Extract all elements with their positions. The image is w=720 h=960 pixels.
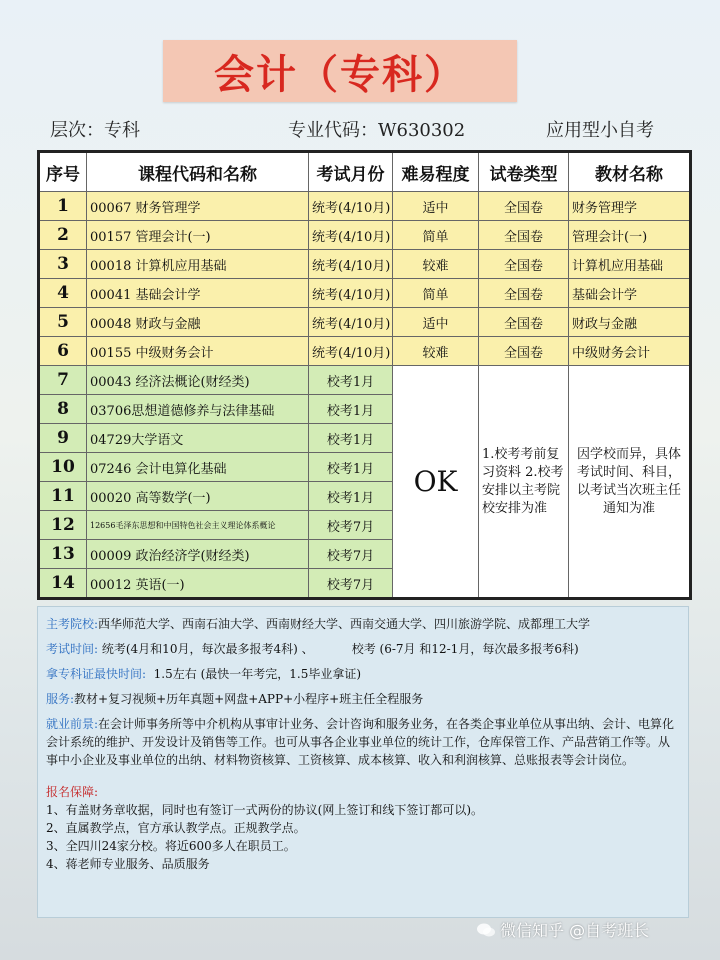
- level-label: 层次：: [50, 120, 104, 141]
- paper-type: 全国卷: [479, 192, 569, 221]
- major-code-meta: [288, 116, 465, 142]
- schools-label: 主考院校:: [46, 617, 99, 631]
- time-line: [46, 640, 680, 658]
- row-number: 3: [39, 250, 87, 279]
- watermark: [476, 918, 649, 941]
- header-no: 序号: [39, 152, 87, 192]
- difficulty: 较难: [393, 250, 479, 279]
- row-number: 5: [39, 308, 87, 337]
- guarantee-item: 1、有盖财务章收据，同时也有签订一式两份的协议(网上签订和线下签订都可以)。: [46, 803, 484, 817]
- paper-type: 全国卷: [479, 250, 569, 279]
- row-number: 7: [39, 366, 87, 395]
- table-row: [39, 366, 691, 395]
- exam-month: 校考7月: [309, 569, 393, 599]
- fast-label: 拿专科证最快时间:: [46, 667, 147, 681]
- textbook: 财政与金融: [569, 308, 691, 337]
- header-course: 课程代码和名称: [87, 152, 309, 192]
- table-header-row: [39, 152, 691, 192]
- paper-type: 全国卷: [479, 308, 569, 337]
- wechat-icon: [476, 922, 496, 938]
- level-value: 专科: [104, 120, 140, 141]
- exam-month: 校考1月: [309, 395, 393, 424]
- time-text: 统考(4月和10月，每次最多报考4科) 、 校考 (6-7月 和12-1月，每次最多报考6科): [98, 642, 579, 656]
- course-name: 00009 政治经济学(财经类): [87, 540, 309, 569]
- row-number: 10: [39, 453, 87, 482]
- fast-line: [46, 665, 680, 683]
- textbook: 管理会计(一): [569, 221, 691, 250]
- watermark-text: 微信知乎 @自考班长: [500, 921, 650, 940]
- course-name: 00041 基础会计学: [87, 279, 309, 308]
- program-type: 应用型小自考: [546, 120, 654, 141]
- row-number: 9: [39, 424, 87, 453]
- paper-type: 全国卷: [479, 279, 569, 308]
- paper-type: 全国卷: [479, 221, 569, 250]
- guarantee-item: 3、全四川24家分校。将近600多人在职员工。: [46, 839, 296, 853]
- info-panel: [37, 606, 689, 918]
- difficulty: 适中: [393, 308, 479, 337]
- textbook: 基础会计学: [569, 279, 691, 308]
- service-text: 教材+复习视频+历年真题+网盘+APP+小程序+班主任全程服务: [74, 692, 424, 706]
- table-row: [39, 337, 691, 366]
- row-number: 14: [39, 569, 87, 599]
- row-number: 6: [39, 337, 87, 366]
- row-number: 12: [39, 511, 87, 540]
- course-name: 04729大学语文: [87, 424, 309, 453]
- guarantee-item: 2、直属教学点，官方承认教学点。正规教学点。: [46, 821, 306, 835]
- job-line: [46, 715, 680, 769]
- row-number: 4: [39, 279, 87, 308]
- row-number: 1: [39, 192, 87, 221]
- course-name: 00048 财政与金融: [87, 308, 309, 337]
- paper-type: 全国卷: [479, 337, 569, 366]
- table-row: [39, 308, 691, 337]
- exam-month: 统考(4/10月): [309, 308, 393, 337]
- service-line: [46, 690, 680, 708]
- row-number: 13: [39, 540, 87, 569]
- fast-text: 1.5左右 (最快一年考完，1.5毕业拿证): [146, 667, 362, 681]
- textbook: 财务管理学: [569, 192, 691, 221]
- course-name: 00067 财务管理学: [87, 192, 309, 221]
- schools-text: 西华师范大学、西南石油大学、西南财经大学、西南交通大学、四川旅游学院、成都理工大学: [98, 617, 591, 631]
- textbook: 计算机应用基础: [569, 250, 691, 279]
- table-row: [39, 221, 691, 250]
- major-code-value: W630302: [378, 120, 466, 141]
- course-name: 00012 英语(一): [87, 569, 309, 599]
- course-name: 00018 计算机应用基础: [87, 250, 309, 279]
- guarantee-item: 4、蒋老师专业服务、品质服务: [46, 857, 210, 871]
- exam-month: 校考1月: [309, 482, 393, 511]
- time-label: 考试时间:: [46, 642, 99, 656]
- exam-month: 统考(4/10月): [309, 250, 393, 279]
- exam-month: 校考1月: [309, 453, 393, 482]
- header-difficulty: 难易程度: [393, 152, 479, 192]
- course-name: 00020 高等数学(一): [87, 482, 309, 511]
- difficulty: 适中: [393, 192, 479, 221]
- row-number: 2: [39, 221, 87, 250]
- header-paper: 试卷类型: [479, 152, 569, 192]
- row-number: 8: [39, 395, 87, 424]
- header-book: 教材名称: [569, 152, 691, 192]
- exam-month: 统考(4/10月): [309, 279, 393, 308]
- exam-month: 校考1月: [309, 424, 393, 453]
- school-difficulty: OK: [393, 366, 479, 599]
- exam-month: 统考(4/10月): [309, 337, 393, 366]
- school-paper-note: 1.校考考前复习资料 2.校考安排以主考院校安排为准: [479, 366, 569, 599]
- job-text: 在会计师事务所等中介机构从事审计业务、会计咨询和服务业务，在各类企事业单位从事出纳、会计、电算化会计系统的维护、开发设计及销售等工作。也可从事各企业事业单位的统计工作，仓库保管工作、产品营销工作等。从事中小企业及事业单位的出纳、材料物资核算、工资核算、成本核算、收入和利润核算、总账报表等会计岗位。: [46, 717, 675, 767]
- exam-month: 统考(4/10月): [309, 221, 393, 250]
- table-row: [39, 250, 691, 279]
- course-name: 07246 会计电算化基础: [87, 453, 309, 482]
- table-row: [39, 192, 691, 221]
- difficulty: 简单: [393, 221, 479, 250]
- table-row: [39, 279, 691, 308]
- exam-month: 校考1月: [309, 366, 393, 395]
- job-label: 就业前景:: [46, 717, 99, 731]
- page-title: 会计（专科）: [163, 40, 517, 102]
- course-table: [37, 150, 692, 600]
- major-code-label: 专业代码：: [288, 120, 378, 141]
- course-name: 00043 经济法概论(财经类): [87, 366, 309, 395]
- difficulty: 较难: [393, 337, 479, 366]
- row-number: 11: [39, 482, 87, 511]
- exam-month: 校考7月: [309, 511, 393, 540]
- course-name: 03706思想道德修养与法律基础: [87, 395, 309, 424]
- service-label: 服务:: [46, 692, 75, 706]
- difficulty: 简单: [393, 279, 479, 308]
- course-name: 12656毛泽东思想和中国特色社会主义理论体系概论: [87, 511, 309, 540]
- course-name: 00157 管理会计(一): [87, 221, 309, 250]
- exam-month: 校考7月: [309, 540, 393, 569]
- school-book-note: 因学校而异，具体考试时间、科目，以考试当次班主任通知为准: [569, 366, 691, 599]
- textbook: 中级财务会计: [569, 337, 691, 366]
- course-name: 00155 中级财务会计: [87, 337, 309, 366]
- schools-line: [46, 615, 680, 633]
- level-meta: [50, 116, 140, 142]
- exam-month: 统考(4/10月): [309, 192, 393, 221]
- header-month: 考试月份: [309, 152, 393, 192]
- guarantee-label: 报名保障:: [46, 785, 99, 799]
